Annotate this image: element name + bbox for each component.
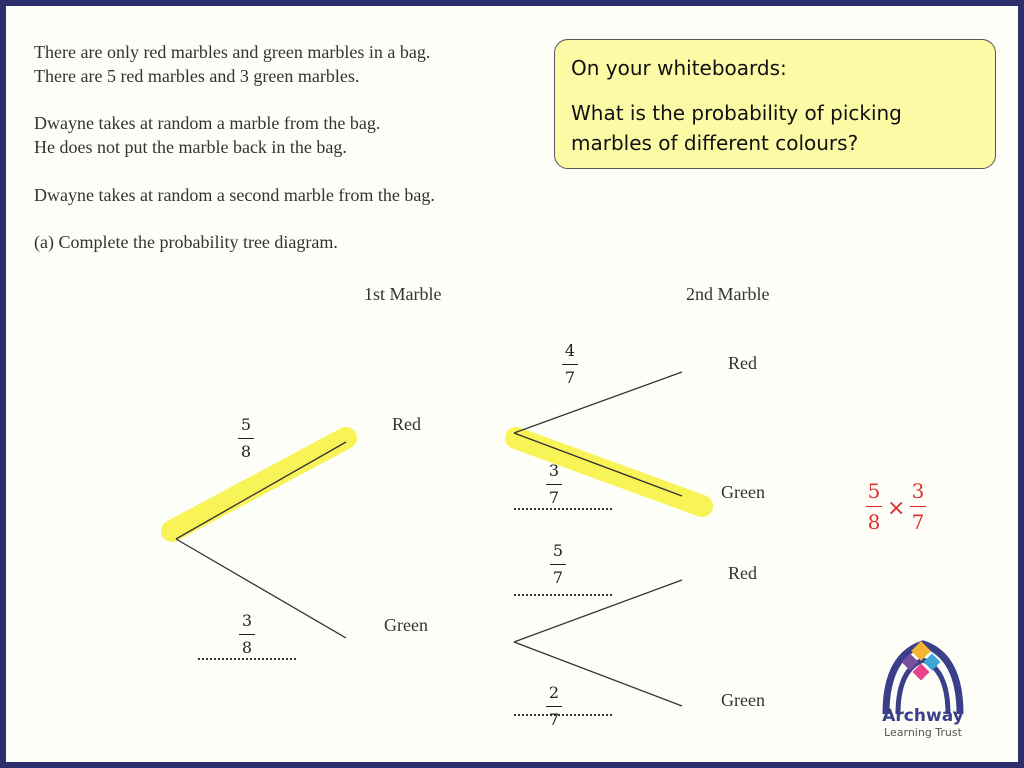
slide	[6, 6, 1018, 762]
node-red-green: Green	[721, 482, 765, 502]
prob-first-green-den: 8	[241, 638, 253, 657]
header-second-marble: 2nd Marble	[686, 284, 770, 304]
prob-green-green-num: 2	[548, 683, 560, 702]
logo-wordmark	[868, 706, 978, 739]
prob-green-red-num: 5	[552, 541, 564, 560]
fraction-bar	[562, 364, 578, 365]
prob-first-red-den: 8	[240, 442, 252, 461]
fraction-bar	[866, 506, 882, 507]
working-fraction-a	[862, 480, 886, 533]
branch-red-green	[514, 433, 682, 496]
prob-red-green-den: 7	[548, 488, 560, 507]
prob-green-green-den: 7	[548, 710, 560, 729]
prob-green-red-den: 7	[552, 568, 564, 587]
header-first-marble: 1st Marble	[364, 284, 442, 304]
working-b-num: 3	[911, 479, 925, 503]
node-first-green: Green	[384, 615, 428, 635]
question-line-4: He does not put the marble back in the bag.	[34, 137, 347, 157]
prob-green-green	[542, 684, 566, 729]
fraction-bar	[546, 706, 562, 707]
fraction-bar	[239, 634, 255, 635]
prob-first-green	[235, 612, 259, 657]
answer-line-first-green	[198, 658, 296, 660]
callout-heading: On your whiteboards:	[571, 56, 787, 80]
callout-question: What is the probability of picking marbles of different colours?	[571, 101, 902, 155]
logo-name: Archway	[882, 706, 964, 726]
branch-first-green	[176, 539, 346, 638]
prob-first-green-num: 3	[241, 611, 253, 630]
fraction-bar	[546, 484, 562, 485]
question-line-5: Dwayne takes at random a second marble from the bag.	[34, 185, 435, 205]
prob-red-red-num: 4	[564, 341, 576, 360]
branch-red-red	[514, 372, 682, 433]
working-a-den: 8	[867, 510, 881, 534]
prob-red-green-num: 3	[548, 461, 560, 480]
prob-red-green	[542, 462, 566, 507]
tree-diagram	[6, 6, 1018, 762]
fraction-bar	[910, 506, 926, 507]
working-a-num: 5	[867, 479, 881, 503]
question-line-2: There are 5 red marbles and 3 green marbles.	[34, 66, 360, 86]
branch-green-red	[514, 580, 682, 642]
answer-line-green-red	[514, 594, 612, 596]
node-first-red: Red	[392, 414, 421, 434]
node-red-red: Red	[728, 353, 757, 373]
branch-first-red	[176, 442, 346, 539]
working-b-den: 7	[911, 510, 925, 534]
prob-green-red	[546, 542, 570, 587]
prob-first-red	[234, 416, 258, 461]
working-fraction-b	[906, 480, 930, 533]
part-a-instruction: (a) Complete the probability tree diagram.	[34, 232, 338, 252]
answer-line-red-green	[514, 508, 612, 510]
question-line-3: Dwayne takes at random a marble from the bag.	[34, 113, 381, 133]
prob-first-red-num: 5	[240, 415, 252, 434]
question-line-1: There are only red marbles and green marbles in a bag.	[34, 42, 431, 62]
highlight-first-red	[172, 438, 346, 531]
branch-green-green	[514, 642, 682, 706]
node-green-red: Red	[728, 563, 757, 583]
multiply-sign: ×	[887, 496, 906, 521]
logo-subtitle: Learning Trust	[884, 726, 962, 739]
node-green-green: Green	[721, 690, 765, 710]
fraction-bar	[238, 438, 254, 439]
prob-red-red-den: 7	[564, 368, 576, 387]
fraction-bar	[550, 564, 566, 565]
prob-red-red	[558, 342, 582, 387]
